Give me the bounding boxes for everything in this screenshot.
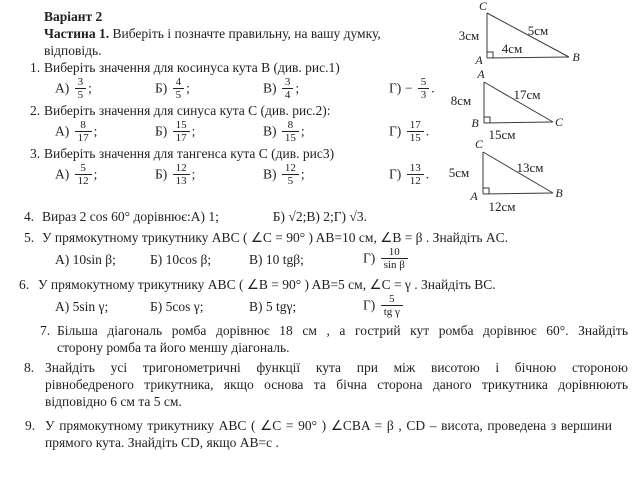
triangle-figure-1 [448,0,633,66]
side-label-left: 3см [458,28,480,43]
option-g: Г) − $\frac{5}{3}$ . [389,75,435,101]
right-angle-mark [484,117,490,123]
option-g: Г) √3. [333,209,367,224]
question-7-text: Більша діагональ ромба дорівнює 18 см , а гострий кут ромба дорівнює 60°. Знайдіть сторону ромба та його меншу діагональ. [57,323,628,355]
option-v: В) $\frac{12}{5}$ ; [263,161,305,187]
question-7-number: 7. [40,323,51,338]
fraction: $\frac{4}{5}$ [173,76,185,101]
vertex-label-b: B [471,116,479,130]
option-a: А) $\frac{5}{12}$ ; [55,161,98,187]
question-5 [0,229,642,246]
option-a: А) 5sin γ; [55,298,109,314]
option-g: Г) $\frac{10}{\text{sin β}}$ [363,247,410,272]
option-v: В) $\frac{3}{4}$ ; [263,75,300,101]
fraction: $\frac{13}{12}$ [407,162,424,187]
option-b: Б) √2; [272,209,307,224]
fraction: $\frac{3}{4}$ [282,76,294,101]
option-g: Г) $\frac{5}{\text{tg γ}}$ [363,294,405,319]
question-4-number: 4. [24,209,35,224]
fraction: $\frac{3}{5}$ [75,76,87,101]
question-9-number: 9. [25,418,36,433]
fraction: $\frac{17}{15}$ [407,119,424,144]
option-g: Г) $\frac{13}{12}$ . [389,161,430,187]
part-label: Частина 1. [44,26,110,41]
triangle-figure-2 [440,66,625,142]
question-3-text: Виберіть значення для тангенса кута C (див. рис3) [44,146,335,161]
triangle-1-bottom-side [487,57,569,58]
question-6-number: 6. [19,277,30,292]
question-8-number: 8. [24,360,35,375]
right-angle-mark [483,188,489,194]
question-8-text: Знайдіть усі тригонометричні функції кута при між висотою і бічною стороною рівнобедреного трикутника, якщо основа та бічна сторона даного трикутника дорівнюють відповідно 6 см та 5 см. [45,360,628,409]
option-b: Б) 5cos γ; [150,298,204,314]
triangle-2-bottom-side [484,122,553,123]
option-g: Г) $\frac{17}{15}$ . [389,118,430,144]
question-9 [0,417,642,451]
side-label-bottom: 15см [488,127,516,142]
vertex-label-a: A [470,189,478,203]
fraction: $\frac{10}{\text{sin β}}$ [381,246,408,271]
variant-title: Варіант 2 [44,9,103,24]
option-b: Б) 10cos β; [150,251,212,267]
triangle-3-bottom-side [483,193,553,194]
option-a: А) 10sin β; [55,251,116,267]
question-7 [0,322,642,356]
side-label-hypotenuse: 13см [516,160,544,175]
option-v: В) 10 tgβ; [249,251,304,267]
question-4-text: Вираз 2 cos 60° дорівнює: [42,209,191,224]
question-5-options [55,246,642,272]
option-b: Б) $\frac{4}{5}$ ; [155,75,190,101]
option-v: В) 2; [306,209,334,224]
option-b: Б) $\frac{12}{13}$ ; [155,161,196,187]
question-3-number: 3. [30,146,41,161]
vertex-label-c: C [474,137,484,151]
side-label-left: 5см [448,165,470,180]
option-a: А) $\frac{3}{5}$ ; [55,75,92,101]
question-2-number: 2. [30,103,41,118]
question-6-options [55,293,642,319]
option-v: В) 5 tgγ; [249,298,297,314]
fraction: $\frac{5}{3}$ [418,76,430,101]
vertex-label-c: C [554,115,564,129]
question-6 [0,276,642,293]
question-6-text: У прямокутному трикутнику ABC ( ∠B = 90° ) AB=5 см, ∠C = γ . Знайдіть BC. [38,277,496,292]
fraction: $\frac{5}{\text{tg γ}}$ [381,293,403,318]
fraction: $\frac{5}{12}$ [75,162,92,187]
fraction: $\frac{8}{17}$ [75,119,92,144]
fraction: $\frac{15}{17}$ [173,119,190,144]
option-b: Б) $\frac{15}{17}$ ; [155,118,196,144]
question-2-text: Виберіть значення для синуса кута C (див. рис.2): [44,103,331,118]
side-label-hypotenuse: 5см [527,23,549,38]
side-label-bottom: 12см [488,199,516,214]
vertex-label-c: C [478,0,488,13]
option-a: А) $\frac{8}{17}$ ; [55,118,98,144]
fraction: $\frac{12}{13}$ [173,162,190,187]
question-8 [0,359,642,410]
vertex-label-b: B [555,186,563,200]
side-label-left: 8см [450,93,472,108]
fraction: $\frac{12}{5}$ [282,162,299,187]
right-angle-mark [487,52,493,58]
triangle-figure-3 [438,136,623,216]
vertex-label-a: A [475,53,483,66]
option-v: В) $\frac{8}{15}$ ; [263,118,305,144]
vertex-label-a: A [477,67,485,81]
part-instruction-line2: відповідь. [44,43,102,58]
question-1-number: 1. [30,60,41,75]
vertex-label-b: B [572,50,580,64]
part-instruction-line1: Частина 1. Виберіть і позначте правильну, на вашу думку, [44,26,381,41]
fraction: $\frac{8}{15}$ [282,119,299,144]
question-5-text: У прямокутному трикутнику ABC ( ∠C = 90° ) AB=10 см, ∠B = β . Знайдіть AC. [42,230,509,245]
question-1-text: Виберіть значення для косинуса кута B (див. рис.1) [44,60,340,75]
option-a: А) 1; [190,209,219,224]
side-label-hypotenuse: 17см [513,87,541,102]
question-9-text: У прямокутному трикутнику ABC ( ∠C = 90° ) ∠CBA = β , CD – висота, проведена з вершини прямого кута. Знайдіть CD, якщо AB=c . [45,418,612,450]
side-label-bottom: 4см [501,41,523,56]
question-5-number: 5. [24,230,35,245]
